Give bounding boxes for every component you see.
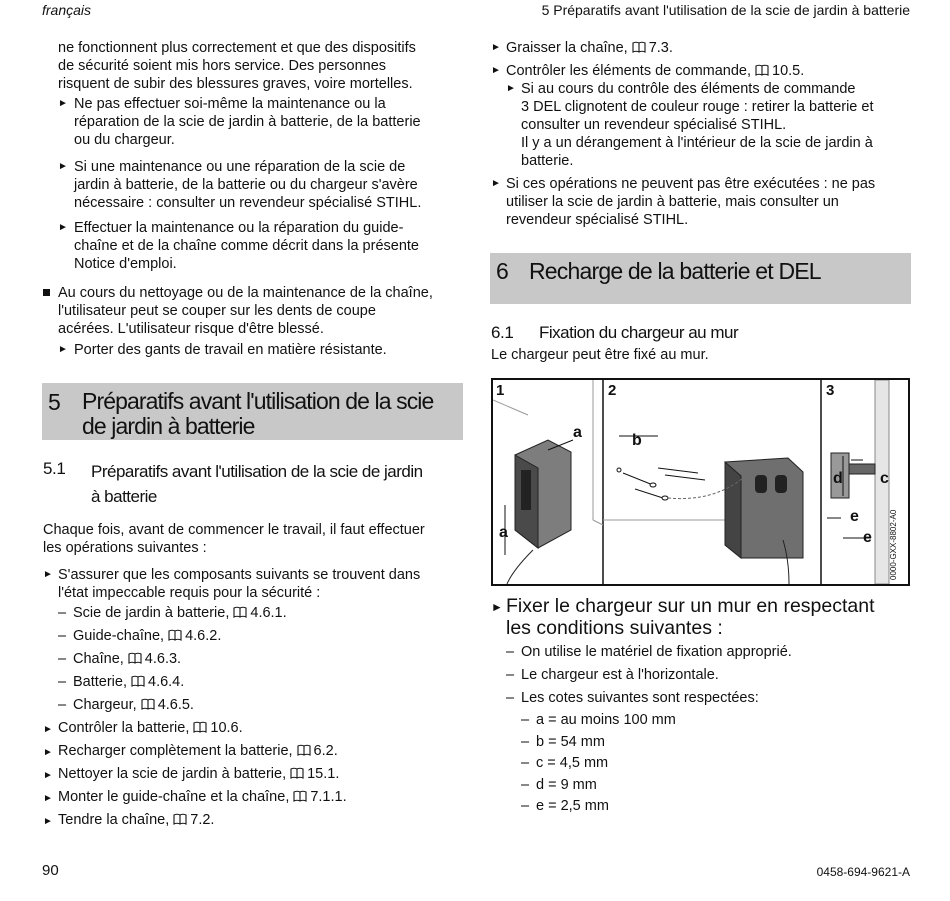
arrow-bullet-icon: ►	[43, 569, 53, 580]
book-reference-icon	[632, 41, 646, 53]
list-item: – Scie de jardin à batterie, 4.6.1.	[58, 605, 287, 621]
dimension-label: a	[499, 524, 508, 541]
book-reference-icon	[131, 675, 145, 687]
dimension-label: e	[850, 508, 859, 525]
header-chapter: 5 Préparatifs avant l'utilisation de la scie de jardin à batterie	[541, 2, 910, 18]
book-reference-icon	[168, 629, 182, 641]
section-5-heading: 5 Préparatifs avant l'utilisation de la scie de jardin à batterie	[42, 383, 463, 440]
intro-text: ne fonctionnent plus correctement et que des dispositifs de sécurité soient mis hors service. Des personnes risquent de subir des blessures graves, voire mortelles.	[58, 40, 416, 92]
header-language: français	[42, 2, 92, 18]
dimension-label: d	[833, 470, 843, 487]
list-item: ► Recharger complètement la batterie, 6.2.	[43, 742, 338, 762]
arrow-bullet-icon: ►	[491, 178, 501, 189]
list-item: – c = 4,5 mm	[521, 755, 609, 771]
dash-marker: –	[58, 628, 67, 644]
dash-marker: –	[521, 733, 530, 750]
dash-marker: –	[521, 798, 530, 814]
big-instruction: Fixer le chargeur sur un mur en respectant les conditions suivantes :	[506, 595, 875, 639]
page-number: 90	[42, 862, 59, 879]
arrow-bullet-icon: ►	[491, 65, 501, 76]
dash-marker: –	[58, 651, 67, 667]
list-item: – Chargeur, 4.6.5.	[58, 697, 194, 713]
arrow-bullet-icon: ►	[58, 161, 68, 172]
arrow-bullet-icon: ►	[506, 83, 516, 94]
arrow-bullet-icon: ►	[58, 222, 68, 233]
subsection-5-1-number: 5.1	[43, 459, 66, 478]
list-item: Porter des gants de travail en matière résistante.	[74, 342, 387, 358]
dimension-label: b	[632, 432, 642, 449]
subsection-5-1-title: Préparatifs avant l'utilisation de la scie de jardin à batterie	[91, 462, 423, 506]
arrow-bullet-icon: ►	[43, 747, 53, 758]
list-item: Contrôler les éléments de commande, 10.5.	[506, 63, 805, 79]
book-reference-icon	[193, 721, 207, 733]
dash-marker: –	[521, 755, 530, 771]
list-item: ► Monter le guide-chaîne et la chaîne, 7.1.1.	[43, 788, 347, 808]
list-item: Si ces opérations ne peuvent pas être exécutées : ne pas utiliser la scie de jardin à batterie, mais consulter un revendeur spécialisé STIHL.	[506, 176, 876, 228]
wall-mount-illustration	[493, 380, 908, 584]
arrow-bullet-icon: ►	[43, 724, 53, 735]
list-item: ► Tendre la chaîne, 7.2.	[43, 811, 214, 831]
dash-marker: –	[521, 712, 530, 728]
dash-marker: –	[521, 776, 530, 793]
dash-marker: –	[58, 697, 67, 713]
dimension-label: c	[880, 470, 889, 487]
list-item: – b = 54 mm	[521, 733, 605, 750]
intro-paragraph: Chaque fois, avant de commencer le travail, il faut effectuer les opérations suivantes :	[43, 522, 425, 556]
arrow-bullet-icon: ►	[491, 600, 503, 614]
list-item: – Batterie, 4.6.4.	[58, 674, 185, 690]
list-item: ► Nettoyer la scie de jardin à batterie, 15.1.	[43, 765, 339, 785]
list-item: – d = 9 mm	[521, 776, 597, 793]
book-reference-icon	[297, 744, 311, 756]
arrow-bullet-icon: ►	[43, 770, 53, 781]
dash-marker: –	[506, 644, 515, 660]
list-item: Effectuer la maintenance ou la réparation du guide- chaîne et de la chaîne comme décrit dans la présente Notice d'emploi.	[74, 220, 419, 272]
wall-mount-figure	[491, 378, 910, 586]
book-reference-icon	[233, 606, 247, 618]
book-reference-icon	[173, 813, 187, 825]
arrow-bullet-icon: ►	[58, 344, 68, 355]
panel-label: 1	[496, 382, 505, 399]
arrow-bullet-icon: ►	[43, 793, 53, 804]
list-item: Si au cours du contrôle des éléments de commande 3 DEL clignotent de couleur rouge : retirer la batterie et consulter un revendeur spécialisé STIHL. Il y a un dérangement à l'intérieur de la scie de jardin à batterie.	[521, 81, 874, 169]
book-reference-icon	[128, 652, 142, 664]
book-reference-icon	[755, 64, 769, 76]
subsection-6-1-text: Le chargeur peut être fixé au mur.	[491, 347, 709, 363]
dash-marker: –	[506, 667, 515, 683]
book-reference-icon	[290, 767, 304, 779]
list-item: – Guide-chaîne, 4.6.2.	[58, 628, 222, 644]
dash-marker: –	[58, 605, 67, 621]
panel-label: 3	[826, 382, 835, 399]
arrow-bullet-icon: ►	[43, 816, 53, 827]
subsection-6-1-number: 6.1	[491, 323, 514, 342]
dimension-label: a	[573, 424, 582, 441]
section-6-heading: 6 Recharge de la batterie et DEL	[490, 253, 911, 304]
arrow-bullet-icon: ►	[491, 42, 501, 53]
list-item: – Chaîne, 4.6.3.	[58, 651, 182, 667]
list-item: – e = 2,5 mm	[521, 798, 609, 814]
subsection-6-1-title: Fixation du chargeur au mur	[539, 323, 739, 342]
list-item: Ne pas effectuer soi-même la maintenance ou la réparation de la scie de jardin à batterie, de la batterie ou du chargeur.	[74, 96, 421, 148]
list-item: ► Contrôler la batterie, 10.6.	[43, 719, 243, 739]
list-item: Graisser la chaîne, 7.3.	[506, 40, 673, 56]
list-item: Au cours du nettoyage ou de la maintenance de la chaîne, l'utilisateur peut se couper sur les dents de coupe acérées. L'utilisateur risque d'être blessé.	[58, 285, 433, 337]
panel-label: 2	[608, 382, 617, 399]
dash-marker: –	[58, 674, 67, 690]
dimension-label: e	[863, 529, 872, 546]
arrow-bullet-icon: ►	[58, 98, 68, 109]
dash-marker: –	[506, 690, 515, 706]
list-item: – On utilise le matériel de fixation approprié.	[506, 644, 792, 660]
document-code: 0458-694-9621-A	[816, 865, 910, 879]
list-item: – a = au moins 100 mm	[521, 712, 676, 728]
list-item: Si une maintenance ou une réparation de la scie de jardin à batterie, de la batterie ou du chargeur s'avère nécessaire : consulter un revendeur spécialisé STIHL.	[74, 159, 422, 211]
figure-code: 0000-GXX-8802-A0	[889, 509, 898, 580]
list-item: – Les cotes suivantes sont respectées:	[506, 690, 759, 706]
list-item: – Le chargeur est à l'horizontale.	[506, 667, 719, 683]
list-item: S'assurer que les composants suivants se trouvent dans l'état impeccable requis pour la sécurité :	[58, 567, 421, 601]
square-bullet-icon	[43, 289, 50, 296]
book-reference-icon	[141, 698, 155, 710]
book-reference-icon	[293, 790, 307, 802]
